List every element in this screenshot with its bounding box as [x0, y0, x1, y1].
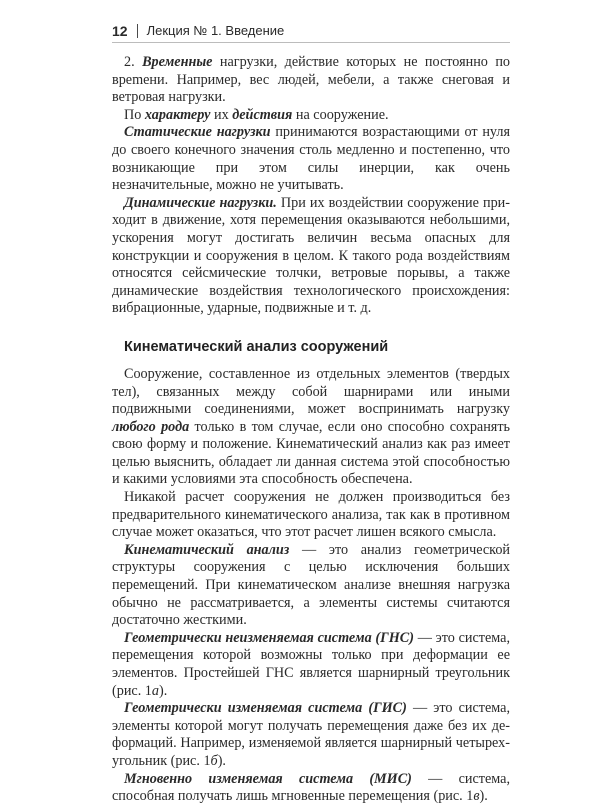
- term-character: характеру: [144, 106, 211, 123]
- figure-ref: а: [151, 682, 159, 699]
- header-separator: [137, 24, 138, 38]
- paragraph-text: ).: [217, 752, 226, 769]
- term-static-loads: Статические нагрузки: [124, 124, 271, 141]
- paragraph-text: их: [210, 106, 233, 123]
- term-temporary: Временные: [142, 54, 213, 70]
- running-title: Лекция № 1. Введение: [146, 23, 285, 38]
- paragraph-text: нагрузки, действие которых не постоянно по вреmени. Например, вес людей, мебели, а также снеговая и ветровая нагрузки.: [112, 54, 510, 106]
- paragraph-text: При их воздействии сооружение приходит в движение, хотя перемещения оказываются небольшими, ускорения могут достигать величин весьма опасных для конструкции и сооружения в целом. К такого рода воздействиям относятся сейсмические толчки, ветровые порывы, а также динамические воздействия технологического происхождения: вибрационные, ударные, подвижные и т. д.: [112, 194, 510, 317]
- paragraph-text: ).: [159, 682, 168, 699]
- page-number: 12: [112, 23, 128, 39]
- paragraph-text: Сооружение, составленное из отдельных элементов (твердых тел), связанных между собой шарнирами или иными подвижными соединениями, может воспринимать нагрузку: [112, 365, 510, 418]
- paragraph-text: По: [124, 106, 145, 123]
- term-gns: Геометрически неизменяемая система (ГНС): [124, 629, 414, 646]
- paragraph-text: — это анализ геометрической структуры сооружения с целью исключения больших перемещений. При кинематическом анализе внешняя нагрузка обычно не рассматривается, а элементы системы считаются достаточно жесткими.: [112, 541, 511, 629]
- paragraph-structure: [112, 366, 510, 489]
- paragraph-no-calculation: [112, 489, 510, 542]
- paragraph-gns: [112, 630, 510, 700]
- paragraph-mis: [112, 771, 510, 806]
- paragraph-text: — система, способная получать лишь мгновенные перемещения (рис. 1: [112, 770, 510, 805]
- paragraph-static-loads: [112, 124, 510, 194]
- section-heading: Кинематический анализ сооружений: [124, 338, 389, 355]
- figure-ref: в: [473, 788, 480, 805]
- paragraph-by-character: [112, 107, 510, 125]
- term-action: действия: [232, 106, 293, 123]
- list-number: 2.: [124, 54, 143, 70]
- paragraph-text: Никакой расчет сооружения не должен производиться без предварительного кинематического анализа, так как в противном случае может оказаться, что этот расчет лишен всякого смысла.: [112, 489, 510, 541]
- term-any-kind: любого рода: [112, 418, 190, 435]
- body-text: [112, 54, 510, 806]
- paragraph-gis: [112, 700, 510, 770]
- paragraph-kinematic-analysis: [112, 542, 510, 630]
- term-kinematic-analysis: Кинематический анализ: [124, 541, 290, 558]
- paragraph-text: только в том случае, если оно способно сохранять свою форму и положение. Кинематический анализ как раз имеет целью выяснить, обладает ли данная система этой способностью и какими условиями эта способность обеспечена.: [112, 418, 511, 488]
- running-head: [112, 20, 510, 43]
- paragraph-text: принимаются возрастающими от нуля до своего конечного значения столь медленно и постепенно, что возникающие при этом силы инерции, как очень незначительные, можно не учитывать.: [112, 124, 510, 194]
- paragraph-text: ).: [479, 788, 488, 805]
- term-mis: Мгновенно изменяемая система (МИС): [124, 770, 412, 787]
- paragraph-dynamic-loads: [112, 195, 510, 318]
- paragraph-temporary-loads: [112, 54, 510, 107]
- paragraph-text: на сооружение.: [292, 106, 389, 123]
- paragraph-text: — это система, перемещения которой возможны только при деформации ее элементов. Простейшей ГНС является шарнирный треугольник (рис. 1: [112, 629, 511, 699]
- paragraph-text: — это система, элементы которой могут получать перемещения даже без их деформаций. Например, изменяемой является шарнирный четырехугольник (рис. 1: [112, 700, 510, 769]
- term-dynamic-loads: Динамические нагрузки.: [124, 194, 277, 211]
- figure-ref: б: [210, 752, 218, 769]
- term-gis: Геометрически изменяемая система (ГИС): [124, 700, 407, 717]
